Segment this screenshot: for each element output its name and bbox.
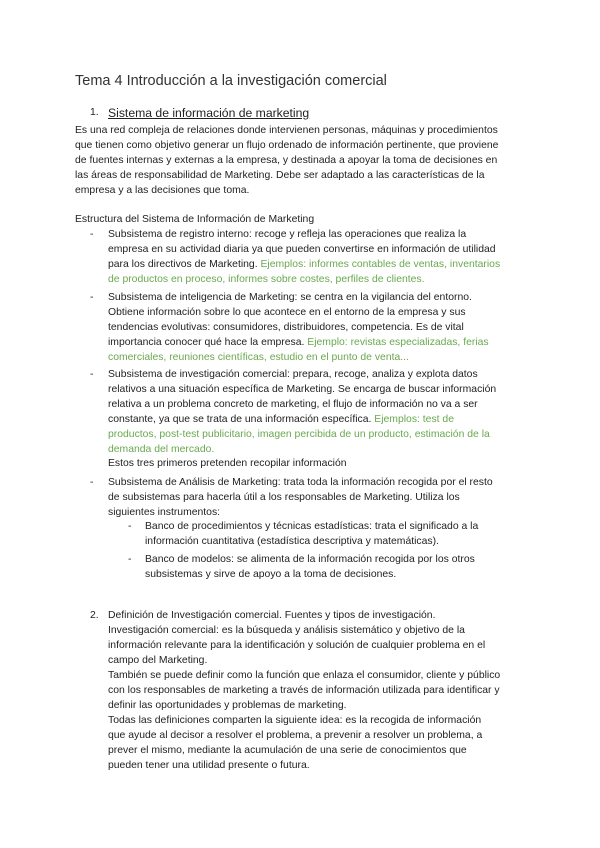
item-line: tendencias evolutivas: consumidores, distribuidores, competencia. Es de vital — [108, 322, 464, 333]
page-title: Tema 4 Introducción a la investigación comercial — [75, 73, 387, 89]
section2-line: También se puede definir como la función que enlaza el consumidor, cliente y público — [108, 670, 501, 681]
section2-number: 2. — [90, 610, 99, 621]
section1-number: 1. — [90, 107, 99, 118]
intro-line: que tienen como objetivo generar un flujo ordenado de información pertinente, que proviene — [75, 140, 499, 151]
section2-line: con los responsables de marketing a través de información utilizada para identificar y — [108, 685, 500, 696]
section2-heading: Definición de Investigación comercial. Fuentes y tipos de investigación. — [108, 610, 436, 621]
section2-line: campo del Marketing. — [108, 655, 208, 666]
sub-bullet-dash: - — [128, 554, 132, 565]
example-text: Ejemplos: test de — [374, 414, 454, 425]
section2-line: Investigación comercial: es la búsqueda y análisis sistemático y objetivo de la — [108, 625, 465, 636]
subitem-line: información cuantitativa (estadística descriptiva y matemáticas). — [145, 536, 439, 547]
example-text: comerciales, reuniones científicas, estudio en el punto de venta... — [108, 352, 409, 363]
item-line: empresa en su actividad diaria ya que pueden convertirse en información de utilidad — [108, 244, 496, 255]
example-text: productos, post-test publicitario, imagen percibida de un producto, estimación de la — [108, 429, 490, 440]
bullet-dash: - — [90, 477, 94, 488]
subitem-line: Banco de procedimientos y técnicas estadísticas: trata el significado a la — [145, 521, 479, 532]
item-line: relativa a un problema concreto de marketing, el flujo de información no va a ser — [108, 399, 478, 410]
item-note: Estos tres primeros pretenden recopilar información — [108, 458, 347, 469]
item-line: constante, ya que se trata de una información específica. Ejemplos: test de — [108, 414, 454, 425]
bullet-dash: - — [90, 229, 94, 240]
section2-line: Todas las definiciones comparten la siguiente idea: es la recogida de información — [108, 715, 482, 726]
section2-line: que ayude al decisor a resolver el problema, a prevenir a resolver un problema, a — [108, 730, 483, 741]
structure-heading: Estructura del Sistema de Información de Marketing — [75, 214, 315, 225]
item-line: Obtiene información sobre lo que acontece en el entorno de la empresa y sus — [108, 307, 466, 318]
sub-bullet-dash: - — [128, 521, 132, 532]
bullet-dash: - — [90, 369, 94, 380]
item-line: importancia conocer qué hace la empresa. Ejemplo: revistas especializadas, ferias — [108, 337, 489, 348]
section2-line: prever el mismo, mediante la acumulación de una serie de conocimientos que — [108, 745, 467, 756]
section2-line: definir las oportunidades y problemas de marketing. — [108, 700, 347, 711]
intro-line: Es una red compleja de relaciones donde intervienen personas, máquinas y procedimientos — [75, 125, 498, 136]
intro-line: las áreas de responsabilidad de Marketing. Debe ser adaptado a las características de la — [75, 170, 485, 181]
item-line: de subsistemas para hacerla útil a los responsables de Marketing. Utiliza los — [108, 492, 460, 503]
bullet-dash: - — [90, 292, 94, 303]
item-line: siguientes instrumentos: — [108, 507, 221, 518]
item-line: Subsistema de inteligencia de Marketing: se centra en la vigilancia del entorno. — [108, 292, 472, 303]
example-text: de productos en proceso, informes sobre costes, perfiles de clientes. — [108, 274, 425, 285]
example-text: Ejemplo: revistas especializadas, ferias — [307, 337, 489, 348]
section2-line: información relevante para la identificación y solución de cualquier problema en el — [108, 640, 486, 651]
item-line: para los directivos de Marketing. Ejemplos: informes contables de ventas, inventarios — [108, 259, 501, 270]
intro-line: empresa y a las decisiones que toma. — [75, 185, 250, 196]
intro-line: de fuentes internas y externas a la empresa, y destinada a apoyar la toma de decisiones en — [75, 155, 498, 166]
subitem-line: Banco de modelos: se alimenta de la información recogida por los otros — [145, 554, 475, 565]
section2-line: pueden tener una utilidad presente o futura. — [108, 760, 310, 771]
item-line: Subsistema de Análisis de Marketing: trata toda la información recogida por el resto — [108, 477, 493, 488]
subitem-line: subsistemas y sirve de apoyo a la toma de decisiones. — [145, 569, 397, 580]
item-line: Subsistema de registro interno: recoge y refleja las operaciones que realiza la — [108, 229, 467, 240]
section1-heading: Sistema de información de marketing — [108, 106, 310, 120]
example-text: demanda del mercado. — [108, 444, 215, 455]
item-line: Subsistema de investigación comercial: prepara, recoge, analiza y explota datos — [108, 369, 478, 380]
example-text: Ejemplos: informes contables de ventas, inventarios — [260, 259, 501, 270]
item-line: relativos a una situación específica de Marketing. Se encarga de buscar información — [108, 384, 497, 395]
